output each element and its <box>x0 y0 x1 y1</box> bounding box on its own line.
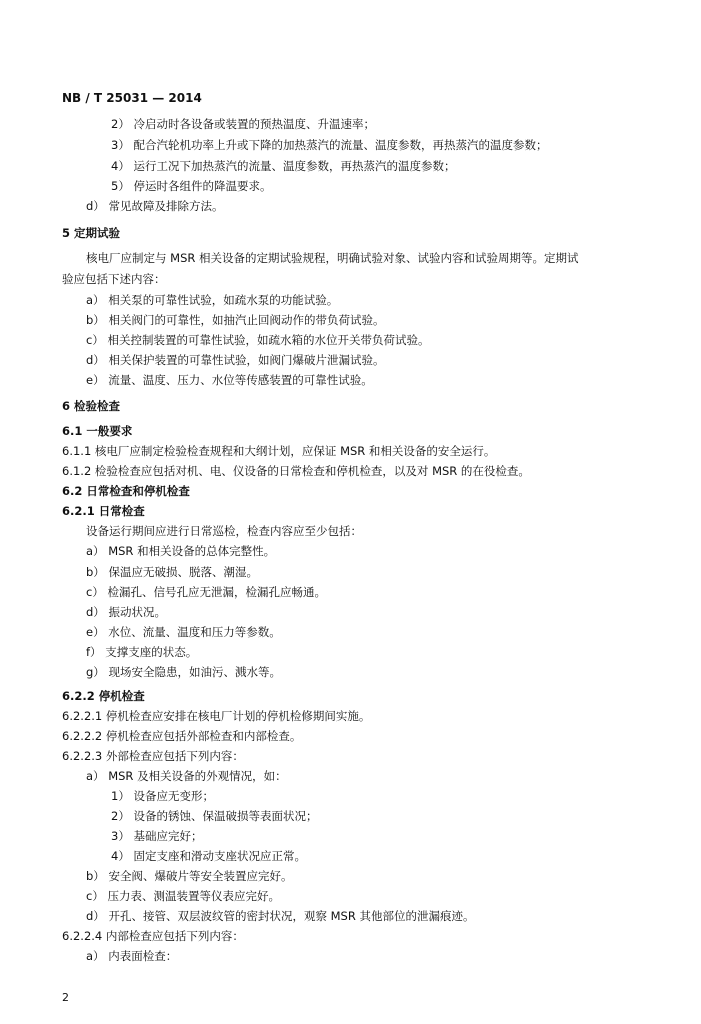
subsection-heading: 6.2.2 停机检查 <box>62 689 145 703</box>
list-item: e） 水位、流量、温度和压力等参数。 <box>86 625 281 639</box>
clause-line: 6.2.2.1 停机检查应安排在核电厂计划的停机检修期间实施。 <box>62 709 371 723</box>
list-item: f） 支撑支座的状态。 <box>86 645 198 659</box>
list-item: 2） 冷启动时各设备或装置的预热温度、升温速率； <box>111 117 375 131</box>
clause-line: 6.1.1 核电厂应制定检验检查规程和大纲计划，应保证 MSR 和相关设备的安全运行。 <box>62 444 496 458</box>
subsection-heading: 6.1 一般要求 <box>62 424 133 438</box>
list-item: a） 相关泵的可靠性试验，如疏水泵的功能试验。 <box>86 293 339 307</box>
clause-line: 6.2.2.2 停机检查应包括外部检查和内部检查。 <box>62 729 302 743</box>
list-item: d） 相关保护装置的可靠性试验，如阀门爆破片泄漏试验。 <box>86 353 385 367</box>
paragraph-line: 验应包括下述内容： <box>62 272 166 286</box>
list-item: a） MSR 及相关设备的外观情况，如： <box>86 769 287 783</box>
list-item: b） 相关阀门的可靠性，如抽汽止回阀动作的带负荷试验。 <box>86 313 385 327</box>
list-item: c） 压力表、测温装置等仪表应完好。 <box>86 889 280 903</box>
section-heading: 6 检验检查 <box>62 399 121 413</box>
list-item: 3） 基础应完好； <box>111 829 203 843</box>
paragraph-line: 设备运行期间应进行日常巡检，检查内容应至少包括： <box>86 524 362 538</box>
list-item: 4） 运行工况下加热蒸汽的流量、温度参数，再热蒸汽的温度参数； <box>111 159 456 173</box>
list-item: d） 振动状况。 <box>86 605 166 619</box>
list-item: a） 内表面检查： <box>86 949 178 963</box>
list-item: c） 检漏孔、信号孔应无泄漏，检漏孔应畅通。 <box>86 585 326 599</box>
list-item: 3） 配合汽轮机功率上升或下降的加热蒸汽的流量、温度参数，再热蒸汽的温度参数； <box>111 138 548 152</box>
standard-code-header: NB / T 25031 — 2014 <box>62 91 202 105</box>
page-number: 2 <box>62 991 69 1004</box>
clause-line: 6.2.2.4 内部检查应包括下列内容： <box>62 929 244 943</box>
paragraph-line: 核电厂应制定与 MSR 相关设备的定期试验规程，明确试验对象、试验内容和试验周期等。定期试 <box>86 251 579 265</box>
list-item: b） 保温应无破损、脱落、潮湿。 <box>86 565 258 579</box>
clause-line: 6.1.2 检验检查应包括对机、电、仪设备的日常检查和停机检查，以及对 MSR 的在役检查。 <box>62 464 530 478</box>
list-item: e） 流量、温度、压力、水位等传感装置的可靠性试验。 <box>86 373 373 387</box>
list-item: g） 现场安全隐患，如油污、溅水等。 <box>86 665 281 679</box>
list-item: d） 常见故障及排除方法。 <box>86 199 224 213</box>
clause-line: 6.2.2.3 外部检查应包括下列内容： <box>62 749 244 763</box>
list-item: 2） 设备的锈蚀、保温破损等表面状况； <box>111 809 318 823</box>
list-item: b） 安全阀、爆破片等安全装置应完好。 <box>86 869 293 883</box>
list-item: 4） 固定支座和滑动支座状况应正常。 <box>111 849 306 863</box>
list-item: c） 相关控制装置的可靠性试验，如疏水箱的水位开关带负荷试验。 <box>86 333 430 347</box>
list-item: 5） 停运时各组件的降温要求。 <box>111 179 272 193</box>
list-item: d） 开孔、接管、双层波纹管的密封状况，观察 MSR 其他部位的泄漏痕迹。 <box>86 909 475 923</box>
section-heading: 5 定期试验 <box>62 226 121 240</box>
subsection-heading: 6.2.1 日常检查 <box>62 504 145 518</box>
subsection-heading: 6.2 日常检查和停机检查 <box>62 484 190 498</box>
list-item: 1） 设备应无变形； <box>111 789 214 803</box>
list-item: a） MSR 和相关设备的总体完整性。 <box>86 544 276 558</box>
